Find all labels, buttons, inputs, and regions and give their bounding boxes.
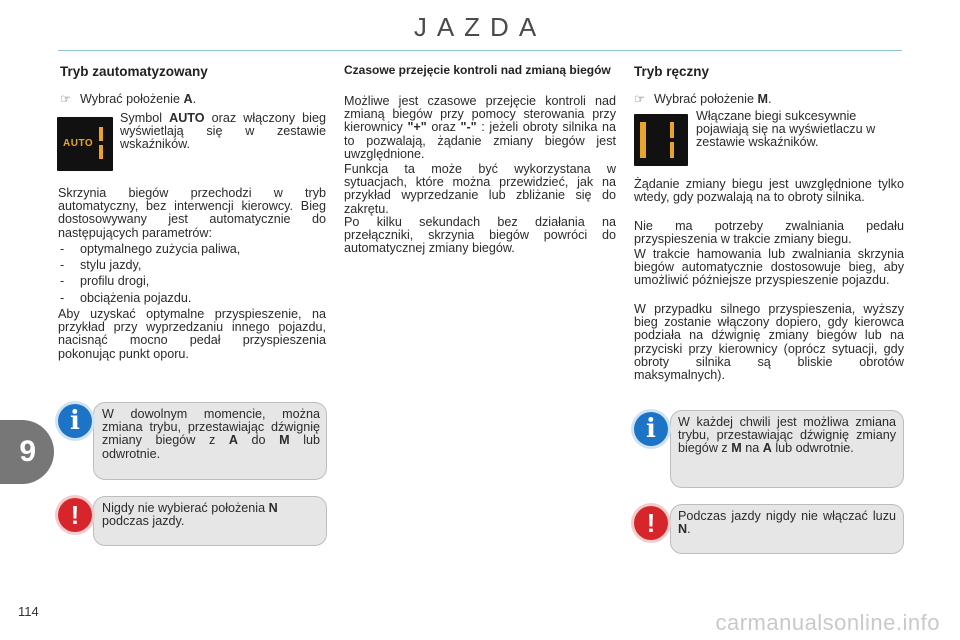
info-note-left-text: W dowolnym momencie, można zmiana trybu, przestawiając dźwignię zmiany biegów z A do M lub odwrotnie. [102,407,320,461]
auto-indicator-text: AUTO [63,138,94,149]
automatic-paragraph-2: Aby uzyskać optymalne przyspieszenie, na przykład przy wyprzedzaniu innego pojazdu, nacisnąć mocno pedał przyspieszenia pokonując punkt oporu. [58,307,326,361]
m-indicator-bar-icon [640,122,646,158]
manual-symbol-text: Włączane biegi sukcesywnie pojawiają się na wyświetlaczu w zestawie wskaźników. [696,109,876,150]
list-item: - profilu drogi, [58,275,326,288]
list-item: - stylu jazdy, [58,259,326,272]
manual-paragraph-3: W trakcie hamowania lub zwalniania skrzynia biegów automatycznie dostosowuje bieg, aby umożliwić późniejsze przyspieszenie pojazdu. [634,247,904,288]
warning-note-right-text: Podczas jazdy nigdy nie włączać luzu N. [678,509,896,537]
list-item: - obciążenia pojazdu. [58,292,326,305]
warning-icon: ! [58,498,92,532]
manual-display-icon [634,114,688,166]
list-item: - optymalnego zużycia paliwa, [58,243,326,256]
manual-paragraph-2: Nie ma potrzeby zwalniania pedału przyspieszenia w trakcie zmiany biegu. [634,219,904,247]
bullet-select-a: ☞ Wybrać położenie A. [60,92,197,106]
warning-note-left-text: Nigdy nie wybierać położenia N podczas jazdy. [102,501,278,529]
temporary-control-paragraph-1: Możliwe jest czasowe przejęcie kontroli nad zmianą biegów przy pomocy sterowania przy kierownicy "+" oraz "-" : jeżeli obroty silnika na to pozwalają, żądanie zmiany biegów jest uwzględnione. [344,94,617,161]
section-title-temporary-control: Czasowe przejęcie kontroli nad zmianą biegów [344,63,611,77]
manual-paragraph-4: W przypadku silnego przyspieszenia, wyższy bieg zostanie włączony dopiero, gdy kierowca podziała na dźwignię zmiany biegów lub na przyciski przy kierownicy (oprócz sytuacji, gdy obroty silnika są bliskie obrotów maksymalnych). [634,302,904,383]
auto-symbol-text: Symbol AUTO oraz włączony bieg wyświetlają się w zestawie wskaźników. [120,111,326,152]
page-number: 114 [18,604,39,619]
gear-digit-segment-icon [670,122,674,138]
gear-digit-segment-icon [99,127,103,141]
section-title-manual: Tryb ręczny [634,64,710,79]
manual-paragraph-1: Żądanie zmiany biegu jest uwzględnione tylko wtedy, gdy pozwalają na to obroty silnika. [634,177,904,205]
header-divider [58,50,902,51]
temporary-control-paragraph-2: Funkcja ta może być wykorzystana w sytuacjach, które można przewidzieć, jak na przykład wyprzedzanie lub zbliżanie się do zakrętu. [344,162,616,216]
info-icon: i [634,412,668,446]
page-title: JAZDA [413,12,547,42]
temporary-control-paragraph-3: Po kilku sekundach bez działania na przełączniki, skrzynia biegów powróci do automatycznej zmiany biegów. [344,215,616,256]
arrow-bullet-icon: ☞ [634,92,646,106]
arrow-bullet-icon: ☞ [60,92,72,106]
warning-icon: ! [634,506,668,540]
section-title-automatic: Tryb zautomatyzowany [60,64,208,79]
bullet-select-m: ☞ Wybrać położenie M. [634,92,772,106]
info-icon: i [58,404,92,438]
automatic-paragraph-1: Skrzynia biegów przechodzi w tryb automatyczny, bez interwencji kierowcy. Bieg dostosowywany jest automatycznie do następujących parametrów: [58,186,326,240]
gear-digit-segment-icon [99,145,103,159]
chapter-tab[interactable]: 9 [0,420,54,484]
watermark: carmanualsonline.info [715,610,940,635]
gear-digit-segment-icon [670,142,674,158]
auto-display-icon [57,117,113,171]
parameter-list [58,243,326,308]
info-note-right-text: W każdej chwili jest możliwa zmiana trybu, przestawiając dźwignię zmiany biegów z M na A lub odwrotnie. [678,415,896,456]
